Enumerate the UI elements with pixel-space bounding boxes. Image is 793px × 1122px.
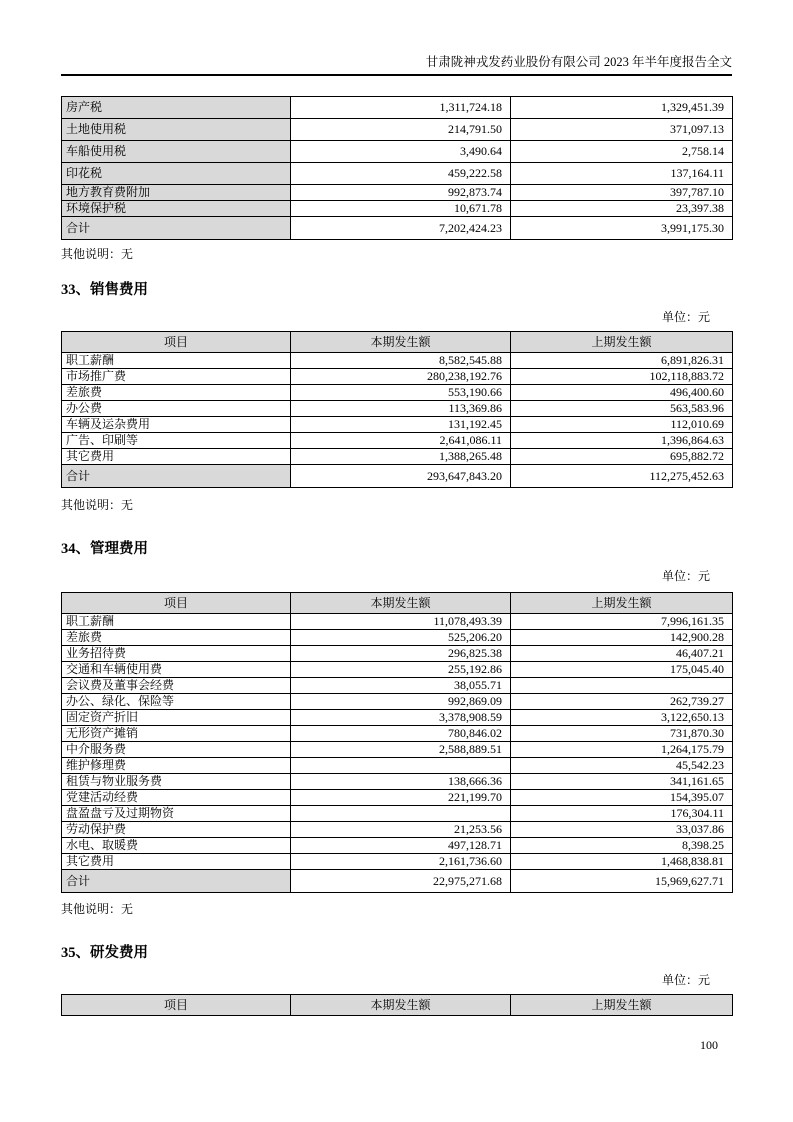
current-amount-cell: 113,369.86: [291, 401, 511, 417]
prior-amount-cell: 563,583.96: [511, 401, 733, 417]
current-amount-cell: 8,582,545.88: [291, 353, 511, 369]
prior-amount-cell: 1,264,175.79: [511, 742, 733, 758]
header-row: [62, 593, 733, 614]
prior-amount-cell: 112,010.69: [511, 417, 733, 433]
selling-expenses-table: [61, 331, 733, 488]
item-label-cell: 办公费: [62, 401, 291, 417]
current-amount-cell: 221,199.70: [291, 790, 511, 806]
prior-amount-cell: 175,045.40: [511, 662, 733, 678]
current-amount-cell: 553,190.66: [291, 385, 511, 401]
rd-expenses-table: [61, 994, 733, 1016]
current-amount-cell: 2,161,736.60: [291, 854, 511, 870]
column-header: 上期发生额: [511, 593, 733, 614]
unit-label: 单位：元: [661, 310, 710, 324]
table-row: [62, 662, 733, 678]
item-label-cell: 合计: [62, 217, 291, 240]
page-number: 100: [700, 1038, 718, 1052]
prior-amount-cell: 137,164.11: [511, 163, 733, 185]
current-amount-cell: 2,588,889.51: [291, 742, 511, 758]
section-heading-33: 33、销售费用: [61, 282, 148, 298]
item-label-cell: 业务招待费: [62, 646, 291, 662]
prior-amount-cell: 154,395.07: [511, 790, 733, 806]
item-label-cell: 租赁与物业服务费: [62, 774, 291, 790]
header-row: [62, 995, 733, 1016]
item-label-cell: 车船使用税: [62, 141, 291, 163]
prior-amount-cell: 1,396,864.63: [511, 433, 733, 449]
prior-amount-cell: 2,758.14: [511, 141, 733, 163]
prior-amount-cell: 102,118,883.72: [511, 369, 733, 385]
table-row: [62, 742, 733, 758]
column-header: 本期发生额: [291, 995, 511, 1016]
current-amount-cell: 214,791.50: [291, 119, 511, 141]
table-row: [62, 790, 733, 806]
item-label-cell: 房产税: [62, 97, 291, 119]
table-row: [62, 465, 733, 488]
current-amount-cell: 7,202,424.23: [291, 217, 511, 240]
item-label-cell: 广告、印刷等: [62, 433, 291, 449]
prior-amount-cell: 371,097.13: [511, 119, 733, 141]
prior-amount-cell: 23,397.38: [511, 201, 733, 217]
item-label-cell: 市场推广费: [62, 369, 291, 385]
table-row: [62, 870, 733, 893]
item-label-cell: 办公、绿化、保险等: [62, 694, 291, 710]
item-label-cell: 其它费用: [62, 449, 291, 465]
prior-amount-cell: 6,891,826.31: [511, 353, 733, 369]
table-row: [62, 401, 733, 417]
prior-amount-cell: 33,037.86: [511, 822, 733, 838]
prior-amount-cell: 142,900.28: [511, 630, 733, 646]
item-label-cell: 土地使用税: [62, 119, 291, 141]
current-amount-cell: 1,311,724.18: [291, 97, 511, 119]
prior-amount-cell: 262,739.27: [511, 694, 733, 710]
item-label-cell: 印花税: [62, 163, 291, 185]
prior-amount-cell: 7,996,161.35: [511, 614, 733, 630]
table-row: [62, 726, 733, 742]
table-row: [62, 710, 733, 726]
current-amount-cell: 38,055.71: [291, 678, 511, 694]
item-label-cell: 车辆及运杂费用: [62, 417, 291, 433]
current-amount-cell: 1,388,265.48: [291, 449, 511, 465]
table-row: [62, 822, 733, 838]
item-label-cell: 差旅费: [62, 385, 291, 401]
prior-amount-cell: 1,329,451.39: [511, 97, 733, 119]
item-label-cell: 固定资产折旧: [62, 710, 291, 726]
prior-amount-cell: 15,969,627.71: [511, 870, 733, 893]
column-header: 上期发生额: [511, 332, 733, 353]
table-row: [62, 806, 733, 822]
table-row: [62, 433, 733, 449]
item-label-cell: 职工薪酬: [62, 614, 291, 630]
table-row: [62, 678, 733, 694]
current-amount-cell: [291, 758, 511, 774]
prior-amount-cell: 731,870.30: [511, 726, 733, 742]
current-amount-cell: 780,846.02: [291, 726, 511, 742]
prior-amount-cell: 397,787.10: [511, 185, 733, 201]
other-note: 其他说明：无: [61, 902, 134, 916]
table-row: [62, 119, 733, 141]
current-amount-cell: 10,671.78: [291, 201, 511, 217]
prior-amount-cell: 46,407.21: [511, 646, 733, 662]
table-row: [62, 854, 733, 870]
column-header: 项目: [62, 995, 291, 1016]
prior-amount-cell: 3,991,175.30: [511, 217, 733, 240]
table-row: [62, 758, 733, 774]
item-label-cell: 职工薪酬: [62, 353, 291, 369]
table-row: [62, 646, 733, 662]
prior-amount-cell: 112,275,452.63: [511, 465, 733, 488]
item-label-cell: 合计: [62, 465, 291, 488]
item-label-cell: 盘盈盘亏及过期物资: [62, 806, 291, 822]
item-label-cell: 劳动保护费: [62, 822, 291, 838]
prior-amount-cell: 176,304.11: [511, 806, 733, 822]
column-header: 本期发生额: [291, 593, 511, 614]
current-amount-cell: 280,238,192.76: [291, 369, 511, 385]
table-row: [62, 201, 733, 217]
table-row: [62, 838, 733, 854]
column-header: 项目: [62, 332, 291, 353]
unit-label: 单位：元: [661, 973, 710, 987]
prior-amount-cell: 3,122,650.13: [511, 710, 733, 726]
other-note: 其他说明：无: [61, 498, 134, 512]
column-header: 本期发生额: [291, 332, 511, 353]
doc-header: [61, 54, 732, 76]
item-label-cell: 差旅费: [62, 630, 291, 646]
item-label-cell: 合计: [62, 870, 291, 893]
current-amount-cell: 21,253.56: [291, 822, 511, 838]
admin-expenses-table: [61, 592, 733, 893]
item-label-cell: 交通和车辆使用费: [62, 662, 291, 678]
section-heading-34: 34、管理费用: [61, 541, 148, 557]
doc-header-title: 甘肃陇神戎发药业股份有限公司 2023 年半年度报告全文: [425, 55, 732, 69]
current-amount-cell: [291, 806, 511, 822]
table-row: [62, 97, 733, 119]
column-header: 上期发生额: [511, 995, 733, 1016]
table-row: [62, 417, 733, 433]
current-amount-cell: 293,647,843.20: [291, 465, 511, 488]
table-row: [62, 163, 733, 185]
tax-table: [61, 96, 733, 240]
current-amount-cell: 131,192.45: [291, 417, 511, 433]
prior-amount-cell: 496,400.60: [511, 385, 733, 401]
prior-amount-cell: 1,468,838.81: [511, 854, 733, 870]
table-row: [62, 694, 733, 710]
current-amount-cell: 138,666.36: [291, 774, 511, 790]
item-label-cell: 中介服务费: [62, 742, 291, 758]
item-label-cell: 会议费及董事会经费: [62, 678, 291, 694]
table-row: [62, 353, 733, 369]
column-header: 项目: [62, 593, 291, 614]
current-amount-cell: 22,975,271.68: [291, 870, 511, 893]
table-row: [62, 217, 733, 240]
item-label-cell: 地方教育费附加: [62, 185, 291, 201]
item-label-cell: 环境保护税: [62, 201, 291, 217]
current-amount-cell: 3,378,908.59: [291, 710, 511, 726]
current-amount-cell: 525,206.20: [291, 630, 511, 646]
current-amount-cell: 255,192.86: [291, 662, 511, 678]
table-row: [62, 141, 733, 163]
item-label-cell: 水电、取暖费: [62, 838, 291, 854]
current-amount-cell: 2,641,086.11: [291, 433, 511, 449]
table-row: [62, 614, 733, 630]
prior-amount-cell: 695,882.72: [511, 449, 733, 465]
current-amount-cell: 459,222.58: [291, 163, 511, 185]
header-row: [62, 332, 733, 353]
current-amount-cell: 3,490.64: [291, 141, 511, 163]
table-row: [62, 185, 733, 201]
other-note: 其他说明：无: [61, 247, 134, 261]
prior-amount-cell: 8,398.25: [511, 838, 733, 854]
item-label-cell: 无形资产摊销: [62, 726, 291, 742]
table-row: [62, 630, 733, 646]
unit-label: 单位：元: [661, 569, 710, 583]
current-amount-cell: 11,078,493.39: [291, 614, 511, 630]
current-amount-cell: 497,128.71: [291, 838, 511, 854]
prior-amount-cell: [511, 678, 733, 694]
current-amount-cell: 992,873.74: [291, 185, 511, 201]
current-amount-cell: 296,825.38: [291, 646, 511, 662]
prior-amount-cell: 341,161.65: [511, 774, 733, 790]
table-row: [62, 369, 733, 385]
item-label-cell: 其它费用: [62, 854, 291, 870]
section-heading-35: 35、研发费用: [61, 945, 148, 961]
current-amount-cell: 992,869.09: [291, 694, 511, 710]
item-label-cell: 党建活动经费: [62, 790, 291, 806]
item-label-cell: 维护修理费: [62, 758, 291, 774]
table-row: [62, 774, 733, 790]
table-row: [62, 385, 733, 401]
prior-amount-cell: 45,542.23: [511, 758, 733, 774]
table-row: [62, 449, 733, 465]
